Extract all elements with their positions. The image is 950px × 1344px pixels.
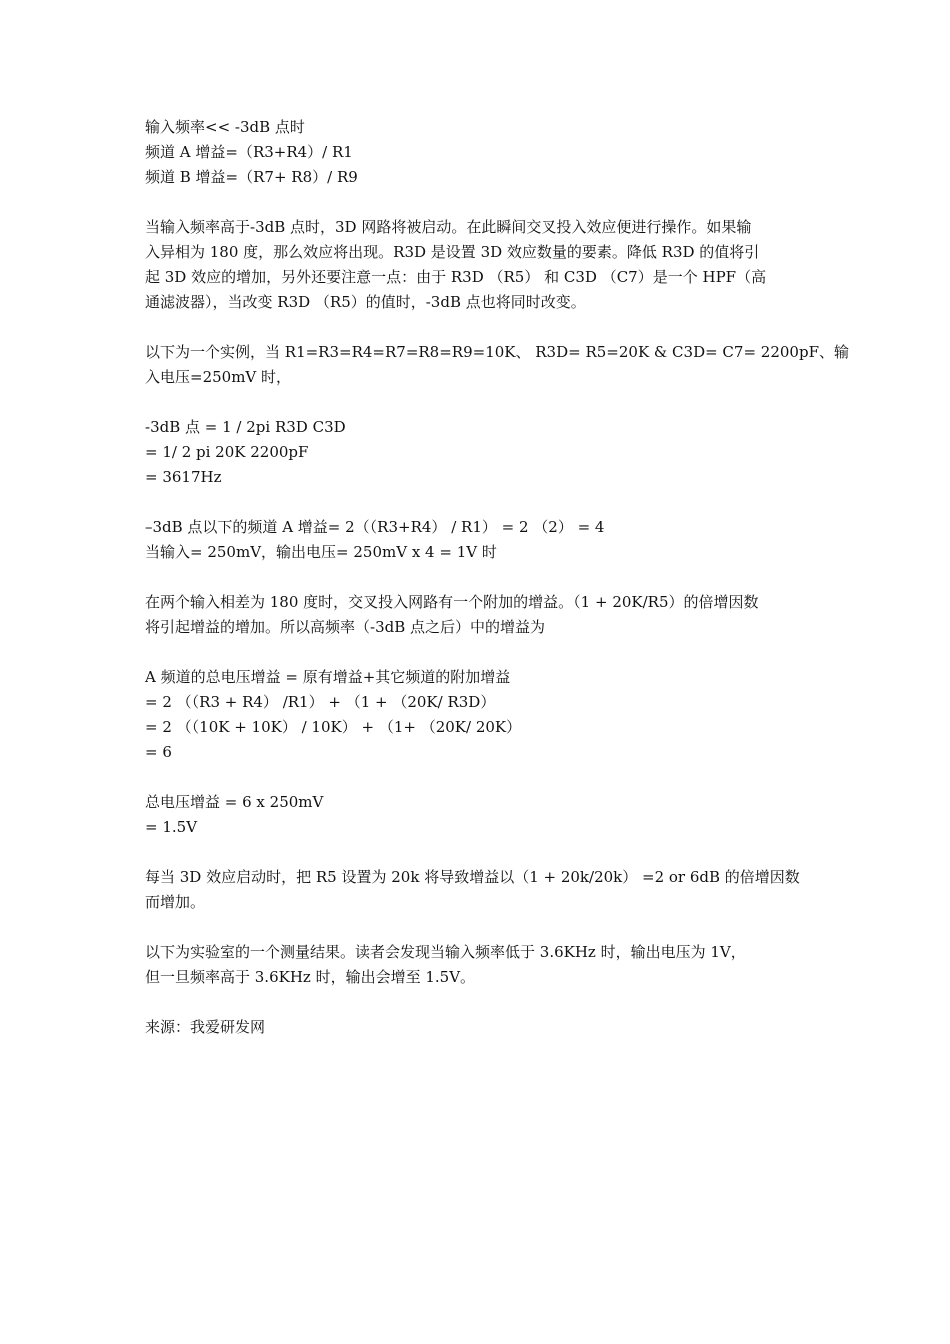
text-line: = 2 （（R3 + R4） /R1） + （1 + （20K/ R3D）	[145, 693, 496, 711]
formula-total-gain	[145, 665, 810, 765]
formula-total-voltage	[145, 790, 810, 840]
text-line: 每当 3D 效应启动时，把 R5 设置为 20k 将导致增益以（1 + 20k/20k） =2 or 6dB 的倍增因数	[145, 868, 800, 886]
paragraph-cross-input	[145, 590, 810, 640]
text-line: 以下为实验室的一个测量结果。读者会发现当输入频率低于 3.6KHz 时，输出电压为 1V，	[145, 943, 746, 961]
text-line: –3dB 点以下的频道 A 增益= 2（（R3+R4） / R1） = 2 （2） = 4	[145, 518, 605, 536]
text-line: = 1/ 2 pi 20K 2200pF	[145, 443, 309, 461]
paragraph-3d-network	[145, 215, 810, 315]
text-line: 入电压=250mV 时，	[145, 368, 292, 386]
text-line: 通滤波器），当改变 R3D （R5）的值时，-3dB 点也将同时改变。	[145, 293, 586, 311]
text-line: 当输入频率高于-3dB 点时，3D 网路将被启动。在此瞬间交叉投入效应便进行操作。如果输	[145, 218, 752, 236]
formula-channel-a-gain	[145, 515, 810, 565]
document-body	[145, 115, 849, 1065]
text-line: = 1.5V	[145, 818, 198, 836]
paragraph-lab-result	[145, 940, 810, 990]
text-line: A 频道的总电压增益 = 原有增益+其它频道的附加增益	[145, 668, 511, 686]
text-line: 来源：我爱研发网	[145, 1018, 266, 1036]
text-line: = 3617Hz	[145, 468, 222, 486]
text-line: 频道 B 增益=（R7+ R8）/ R9	[145, 168, 358, 186]
text-line: 频道 A 增益=（R3+R4）/ R1	[145, 143, 353, 161]
text-line: 当输入= 250mV，输出电压= 250mV x 4 = 1V 时	[145, 543, 497, 561]
paragraph-low-frequency-gain	[145, 115, 810, 190]
paragraph-r5-setting	[145, 865, 810, 915]
paragraph-example	[145, 340, 849, 390]
text-line: 将引起增益的增加。所以高频率（-3dB 点之后）中的增益为	[145, 618, 546, 636]
text-line: 以下为一个实例，当 R1=R3=R4=R7=R8=R9=10K、 R3D= R5=20K & C3D= C7= 2200pF、输	[145, 343, 849, 361]
text-line: 入异相为 180 度，那么效应将出现。R3D 是设置 3D 效应数量的要素。降低 R3D 的值将引	[145, 243, 760, 261]
formula-3db-point	[145, 415, 810, 490]
text-line: 而增加。	[145, 893, 206, 911]
text-line: 总电压增益 = 6 x 250mV	[145, 793, 324, 811]
text-line: = 2 （（10K + 10K） / 10K） + （1+ （20K/ 20K）	[145, 718, 522, 736]
text-line: -3dB 点 = 1 / 2pi R3D C3D	[145, 418, 346, 436]
text-line: 起 3D 效应的增加，另外还要注意一点：由于 R3D （R5） 和 C3D （C7）是一个 HPF（高	[145, 268, 767, 286]
text-line: 输入频率<< -3dB 点时	[145, 118, 305, 136]
text-line: 在两个输入相差为 180 度时，交叉投入网路有一个附加的增益。（1 + 20K/R5）的倍增因数	[145, 593, 759, 611]
text-line: 但一旦频率高于 3.6KHz 时，输出会增至 1.5V。	[145, 968, 476, 986]
text-line: = 6	[145, 743, 172, 761]
source-note	[145, 1015, 810, 1040]
